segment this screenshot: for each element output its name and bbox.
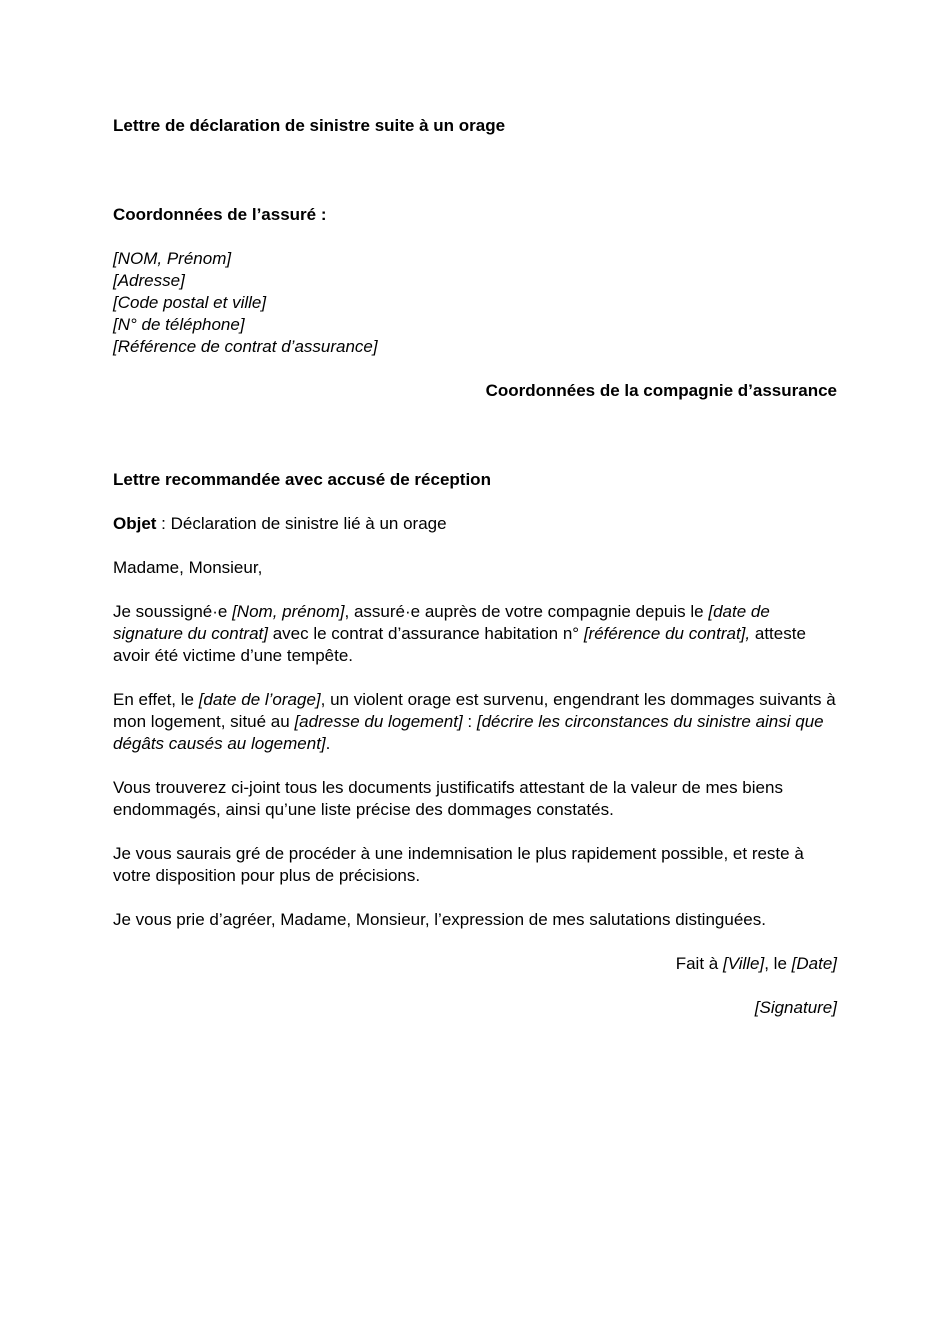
letter-title: Lettre de déclaration de sinistre suite à un orage	[113, 116, 506, 135]
sender-block	[113, 248, 837, 358]
recipient-heading: Coordonnées de la compagnie d’assurance	[485, 381, 837, 400]
body-paragraph-identity: Je soussigné·e [Nom, prénom], assuré·e auprès de votre compagnie depuis le [date de signature du contrat] avec le contrat d’assurance habitation n° [référence du contrat], atteste avoir été victime d’une tempête.	[113, 602, 806, 665]
signature-placeholder: [Signature]	[754, 998, 837, 1017]
sender-line-phone: [N° de téléphone]	[113, 315, 245, 334]
sender-line-name: [NOM, Prénom]	[113, 249, 232, 268]
sender-heading: Coordonnées de l’assuré :	[113, 205, 327, 224]
sender-line-address: [Adresse]	[113, 271, 185, 290]
body-paragraph-indemnisation: Je vous saurais gré de procéder à une indemnisation le plus rapidement possible, et reste à votre disposition pour plus de précisions.	[113, 844, 804, 885]
subject-line: Objet : Déclaration de sinistre lié à un orage	[113, 514, 447, 533]
salutation: Madame, Monsieur,	[113, 558, 263, 577]
sender-line-postal-city: [Code postal et ville]	[113, 293, 267, 312]
registered-mail-line: Lettre recommandée avec accusé de réception	[113, 470, 491, 489]
body-paragraph-politeness: Je vous prie d’agréer, Madame, Monsieur, l’expression de mes salutations distinguées.	[113, 910, 766, 929]
sender-line-contract-ref: [Référence de contrat d’assurance]	[113, 337, 378, 356]
body-paragraph-incident: En effet, le [date de l’orage], un violent orage est survenu, engendrant les dommages suivants à mon logement, situé au [adresse du logement] : [décrire les circonstances du sinistre ainsi que dégâts causés au logement].	[113, 690, 836, 753]
body-paragraph-documents: Vous trouverez ci-joint tous les documents justificatifs attestant de la valeur de mes biens endommagés, ainsi qu’une liste précise des dommages constatés.	[113, 778, 783, 819]
place-date-line: Fait à [Ville], le [Date]	[675, 954, 837, 973]
